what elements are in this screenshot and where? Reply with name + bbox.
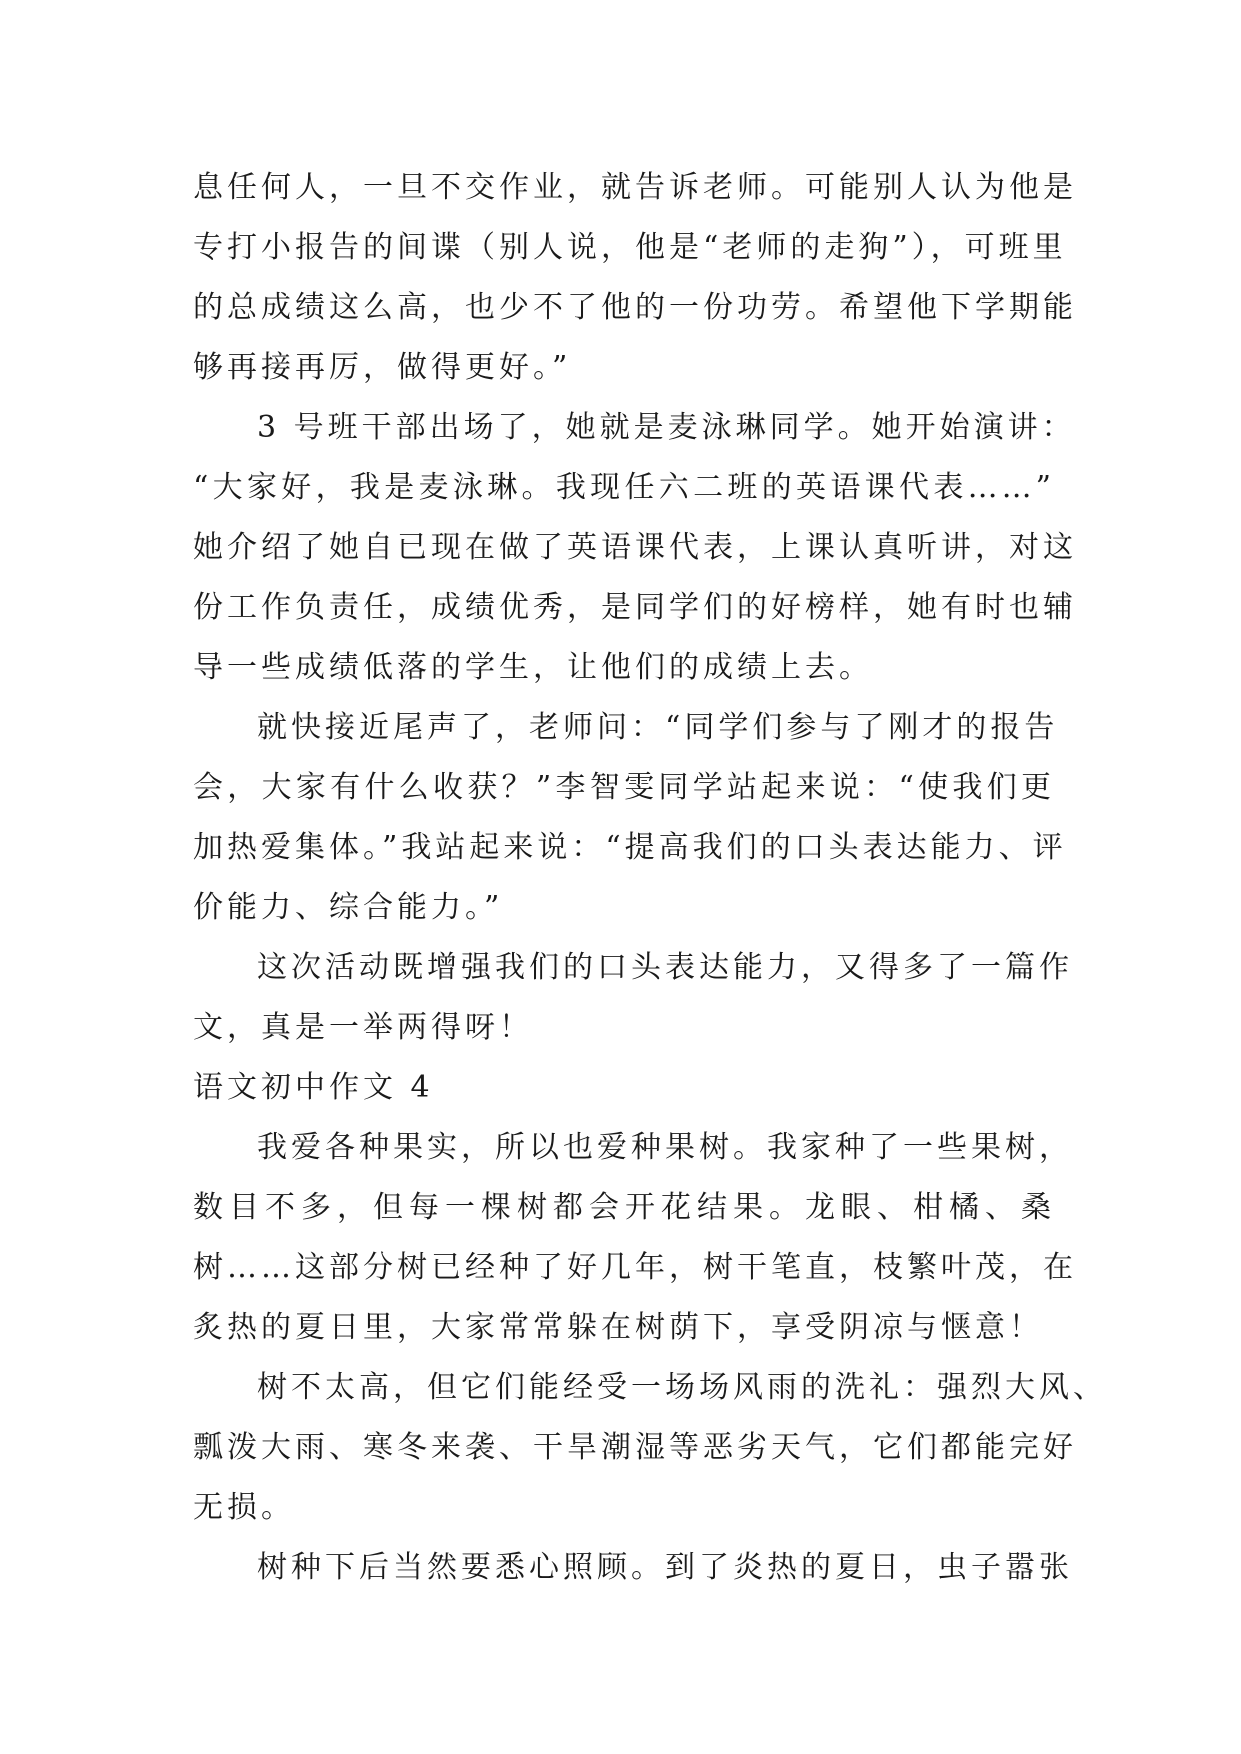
text-line: 文，真是一举两得呀！ xyxy=(193,1010,533,1045)
text-line: 会，大家有什么收获？”李智雯同学站起来说：“使我们更 xyxy=(193,770,1055,805)
text-line: 数目不多，但每一棵树都会开花结果。龙眼、柑橘、桑 xyxy=(193,1190,1055,1225)
text-line: 价能力、综合能力。” xyxy=(193,890,504,925)
paragraph-first-line: 树种下后当然要悉心照顾。到了炎热的夏日，虫子嚣张 xyxy=(257,1550,1073,1585)
text-line: 无损。 xyxy=(193,1490,295,1525)
text-line: 的总成绩这么高，也少不了他的一份功劳。希望他下学期能 xyxy=(193,290,1077,325)
text-line: 导一些成绩低落的学生，让他们的成绩上去。 xyxy=(193,650,873,685)
paragraph-first-line: 就快接近尾声了，老师问：“同学们参与了刚才的报告 xyxy=(257,710,1059,745)
text-line: 树……这部分树已经种了好几年，树干笔直，枝繁叶茂，在 xyxy=(193,1250,1077,1285)
paragraph-first-line: 树不太高，但它们能经受一场场风雨的洗礼：强烈大风、 xyxy=(257,1370,1107,1405)
text-line: 份工作负责任，成绩优秀，是同学们的好榜样，她有时也辅 xyxy=(193,590,1077,625)
text-line: 息任何人，一旦不交作业，就告诉老师。可能别人认为他是 xyxy=(193,170,1077,205)
paragraph-first-line: 这次活动既增强我们的口头表达能力，又得多了一篇作 xyxy=(257,950,1073,985)
text-line: 她介绍了她自已现在做了英语课代表，上课认真听讲，对这 xyxy=(193,530,1077,565)
text-line: 加热爱集体。”我站起来说：“提高我们的口头表达能力、评 xyxy=(193,830,1067,865)
document-body xyxy=(193,158,1107,1598)
section-heading: 语文初中作文 4 xyxy=(193,1070,434,1105)
paragraph-first-line: 我爱各种果实，所以也爱种果树。我家种了一些果树， xyxy=(257,1130,1073,1165)
text-line: “大家好，我是麦泳琳。我现任六二班的英语课代表……” xyxy=(193,470,1055,505)
text-line: 够再接再厉，做得更好。” xyxy=(193,350,572,385)
text-line: 炙热的夏日里，大家常常躲在树荫下，享受阴凉与惬意！ xyxy=(193,1310,1043,1345)
paragraph-first-line: 3 号班干部出场了，她就是麦泳琳同学。她开始演讲： xyxy=(257,410,1076,445)
text-line: 瓢泼大雨、寒冬来袭、干旱潮湿等恶劣天气，它们都能完好 xyxy=(193,1430,1077,1465)
text-line: 专打小报告的间谍（别人说，他是“老师的走狗”），可班里 xyxy=(193,230,1067,265)
